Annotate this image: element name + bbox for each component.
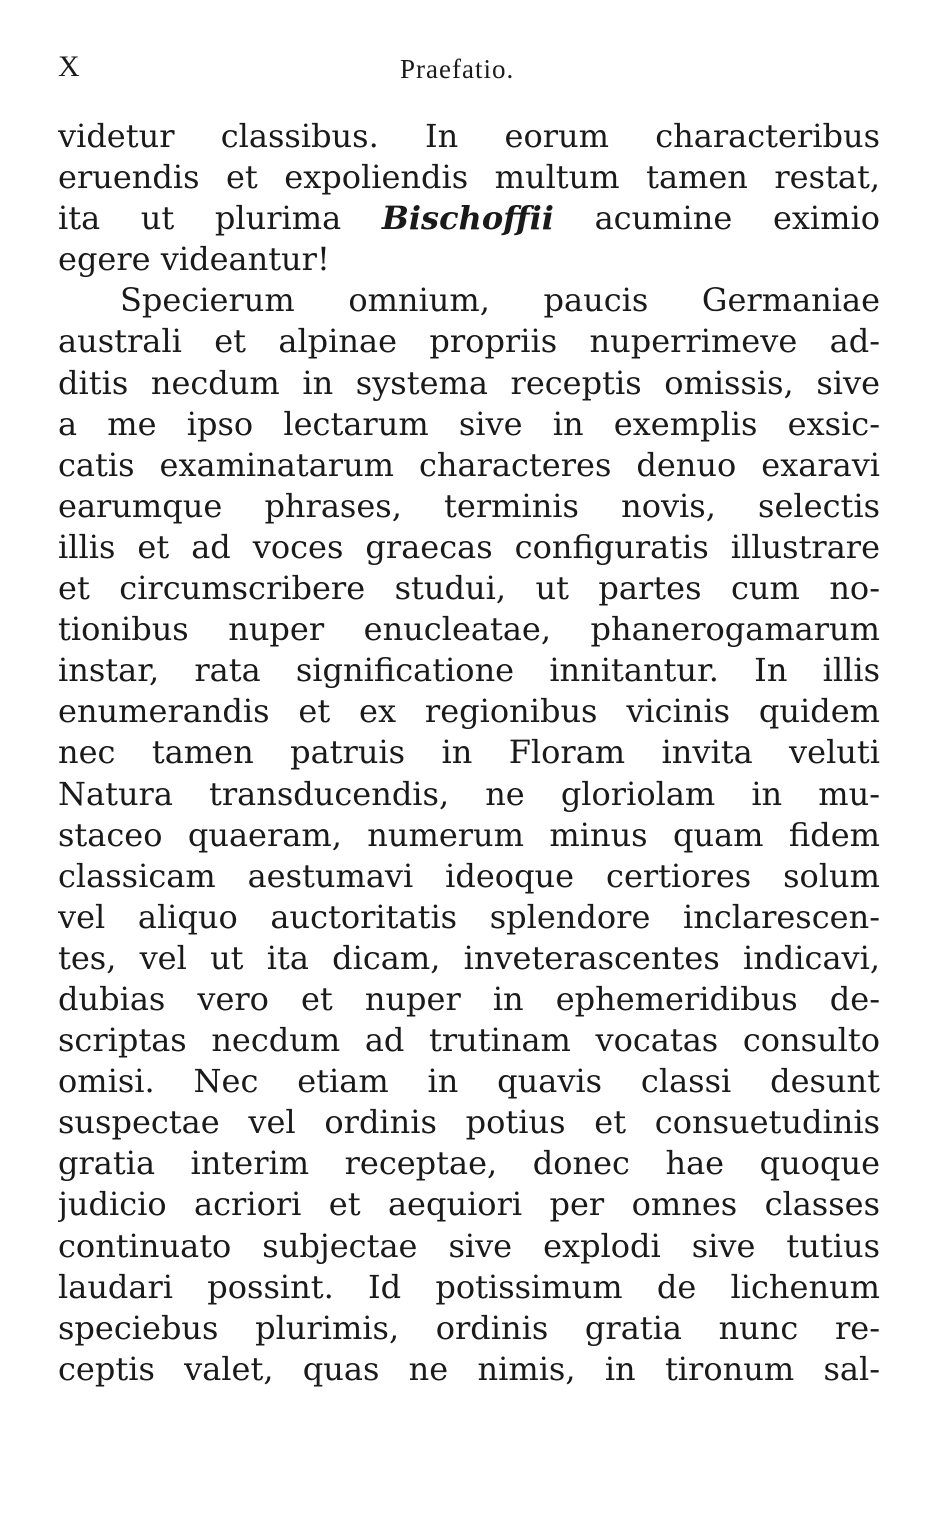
text-line: judicio acriori et aequiori per omnes classes [58,1185,880,1224]
page-number: X [58,50,81,83]
text-line: omisi. Nec etiam in quavis classi desunt [58,1062,880,1101]
text-line: scriptas necdum ad trutinam vocatas consulto [58,1021,880,1060]
text-run: ita ut plurima [58,199,382,238]
text-line: a me ipso lectarum sive in exemplis exsic- [58,404,880,443]
text-line: egere videantur! [58,240,330,279]
text-line: enumerandis et ex regionibus vicinis quidem [58,692,880,731]
text-line: videtur classibus. In eorum characteribus [58,117,880,155]
text-line: classicam aestumavi ideoque certiores solum [58,856,880,895]
text-line [58,198,880,239]
text-line: speciebus plurimis, ordinis gratia nunc re- [58,1308,880,1347]
text-line: instar, rata significatione innitantur. In illis [58,651,880,690]
text-line: continuato subjectae sive explodi sive tutius [58,1226,880,1265]
text-line: illis et ad voces graecas configuratis illustrare [58,527,880,566]
text-line: tes, vel ut ita dicam, inveterascentes indicavi, [58,938,880,977]
text-line: australi et alpinae propriis nuperrimeve ad- [58,322,880,361]
text-line: staceo quaeram, numerum minus quam fidem [58,815,880,854]
text-line: tionibus nuper enucleatae, phanerogamarum [58,610,880,649]
text-line: vel aliquo auctoritatis splendore inclarescen- [58,897,880,936]
text-line: ceptis valet, quas ne nimis, in tironum sal- [58,1349,880,1388]
body-text [58,116,880,1390]
emphasized-name: Bischoffii [381,199,554,238]
text-line: et circumscribere studui, ut partes cum no- [58,569,880,608]
text-line: dubias vero et nuper in ephemeridibus de- [58,979,880,1018]
text-line: earumque phrases, terminis novis, selectis [58,486,880,525]
text-line: Natura transducendis, ne gloriolam in mu- [58,774,880,813]
text-line: ditis necdum in systema receptis omissis, sive [58,363,880,402]
text-line: eruendis et expoliendis multum tamen restat, [58,158,880,197]
running-head: Praefatio. [400,54,515,84]
text-line: laudari possint. Id potissimum de lichenum [58,1267,880,1306]
paragraph-start-line: Specierum omnium, paucis Germaniae [120,281,880,320]
text-line: nec tamen patruis in Floram invita veluti [58,733,880,772]
text-line: gratia interim receptae, donec hae quoque [58,1144,880,1183]
text-run: acumine eximio [553,199,880,238]
text-line: catis examinatarum characteres denuo exaravi [58,445,880,484]
page-header [58,50,880,90]
text-line: suspectae vel ordinis potius et consuetudinis [58,1103,880,1142]
